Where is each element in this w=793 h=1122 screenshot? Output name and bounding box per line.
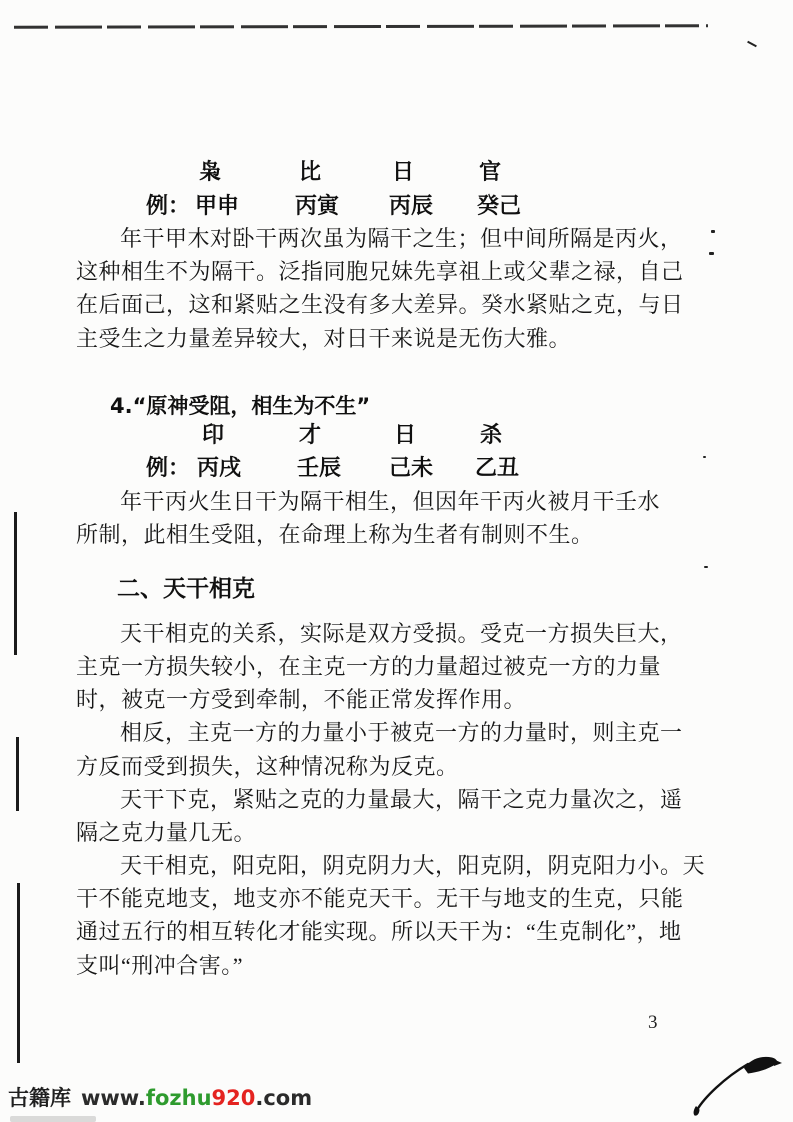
pillar-cell: 丙寅 — [295, 193, 340, 218]
pillar-cell: 壬辰 — [297, 455, 342, 480]
pen-stroke-mark — [686, 1046, 788, 1120]
ten-god-header-cell: 日 — [394, 422, 417, 447]
text-line: 主克一方损失较小，在主克一方的力量超过被克一方的力量 — [76, 654, 662, 679]
ten-god-header-cell: 才 — [299, 422, 322, 447]
pillar-cell: 癸己 — [477, 193, 522, 218]
example-label: 例： — [146, 193, 191, 218]
ten-god-header-cell: 印 — [202, 422, 225, 447]
watermark-url-www: www. — [81, 1086, 146, 1110]
scan-speck — [711, 230, 715, 233]
watermark-url-tail: .com — [255, 1086, 313, 1110]
scan-speck — [709, 252, 714, 255]
ten-god-header-cell: 杀 — [480, 422, 503, 447]
text-line: 隔之克力量几无。 — [76, 820, 257, 845]
watermark-footer — [8, 1082, 312, 1112]
scan-speck — [703, 456, 706, 458]
section-heading-tiangan-xiangke: 二、天干相克 — [117, 576, 255, 602]
watermark-ghost-artifact — [10, 1116, 96, 1122]
text-line: 年干甲木对卧干两次虽为隔干之生；但中间所隔是丙火， — [120, 226, 683, 251]
text-line: 通过五行的相互转化才能实现。所以天干为：“生克制化”，地 — [76, 919, 682, 944]
scan-spine-line — [14, 512, 17, 655]
text-line: 支叫“刑冲合害。” — [76, 953, 244, 978]
text-line: 主受生之力量差异较大，对日干来说是无伤大雅。 — [76, 326, 572, 351]
pillar-cell: 丙戌 — [197, 455, 242, 480]
ten-god-header-cell: 比 — [299, 159, 322, 184]
page-number: 3 — [648, 1012, 658, 1033]
scan-speck — [704, 566, 708, 568]
ten-god-header-cell: 官 — [479, 159, 502, 184]
watermark-brand: 古籍库 — [8, 1086, 71, 1110]
text-line: 所制，此相生受阻，在命理上称为生者有制则不生。 — [76, 522, 594, 547]
text-line: 在后面己，这和紧贴之生没有多大差异。癸水紧贴之克，与日 — [76, 292, 684, 317]
text-line: 干不能克地支，地支亦不能克天干。无干与地支的生克，只能 — [76, 886, 684, 911]
ten-god-header-cell: 枭 — [199, 159, 222, 184]
text-line: 时，被克一方受到牵制，不能正常发挥作用。 — [76, 687, 527, 712]
example-label: 例： — [146, 455, 191, 480]
text-line: 天干相克，阳克阳，阴克阴力大，阳克阴，阴克阳力小。天 — [120, 853, 706, 878]
watermark-url-red: 920 — [211, 1086, 256, 1110]
scan-top-rule-artifact — [14, 24, 708, 28]
scan-spine-line — [17, 883, 20, 1063]
pillar-cell: 甲申 — [195, 193, 240, 218]
watermark-url-green: fozhu — [145, 1086, 212, 1110]
ten-god-header-cell: 日 — [392, 159, 415, 184]
pillar-cell: 丙辰 — [389, 193, 434, 218]
text-line: 这种相生不为隔干。泛指同胞兄妹先享祖上或父辈之禄，自己 — [76, 259, 684, 284]
text-line: 年干丙火生日干为隔干相生，但因年干丙火被月干壬水 — [120, 489, 661, 514]
scan-spine-line — [16, 737, 19, 811]
text-line: 天干相克的关系，实际是双方受损。受克一方损失巨大， — [120, 621, 683, 646]
text-line: 方反而受到损失，这种情况称为反克。 — [76, 754, 459, 779]
pillar-cell: 己未 — [389, 455, 434, 480]
pillar-cell: 乙丑 — [475, 455, 520, 480]
text-line: 相反，主克一方的力量小于被克一方的力量时，则主克一 — [120, 720, 683, 745]
section-heading-4: 4.“原神受阻，相生为不生” — [110, 394, 371, 418]
scan-tick-mark — [747, 41, 757, 47]
text-line: 天干下克，紧贴之克的力量最大，隔干之克力量次之，遥 — [120, 787, 683, 812]
